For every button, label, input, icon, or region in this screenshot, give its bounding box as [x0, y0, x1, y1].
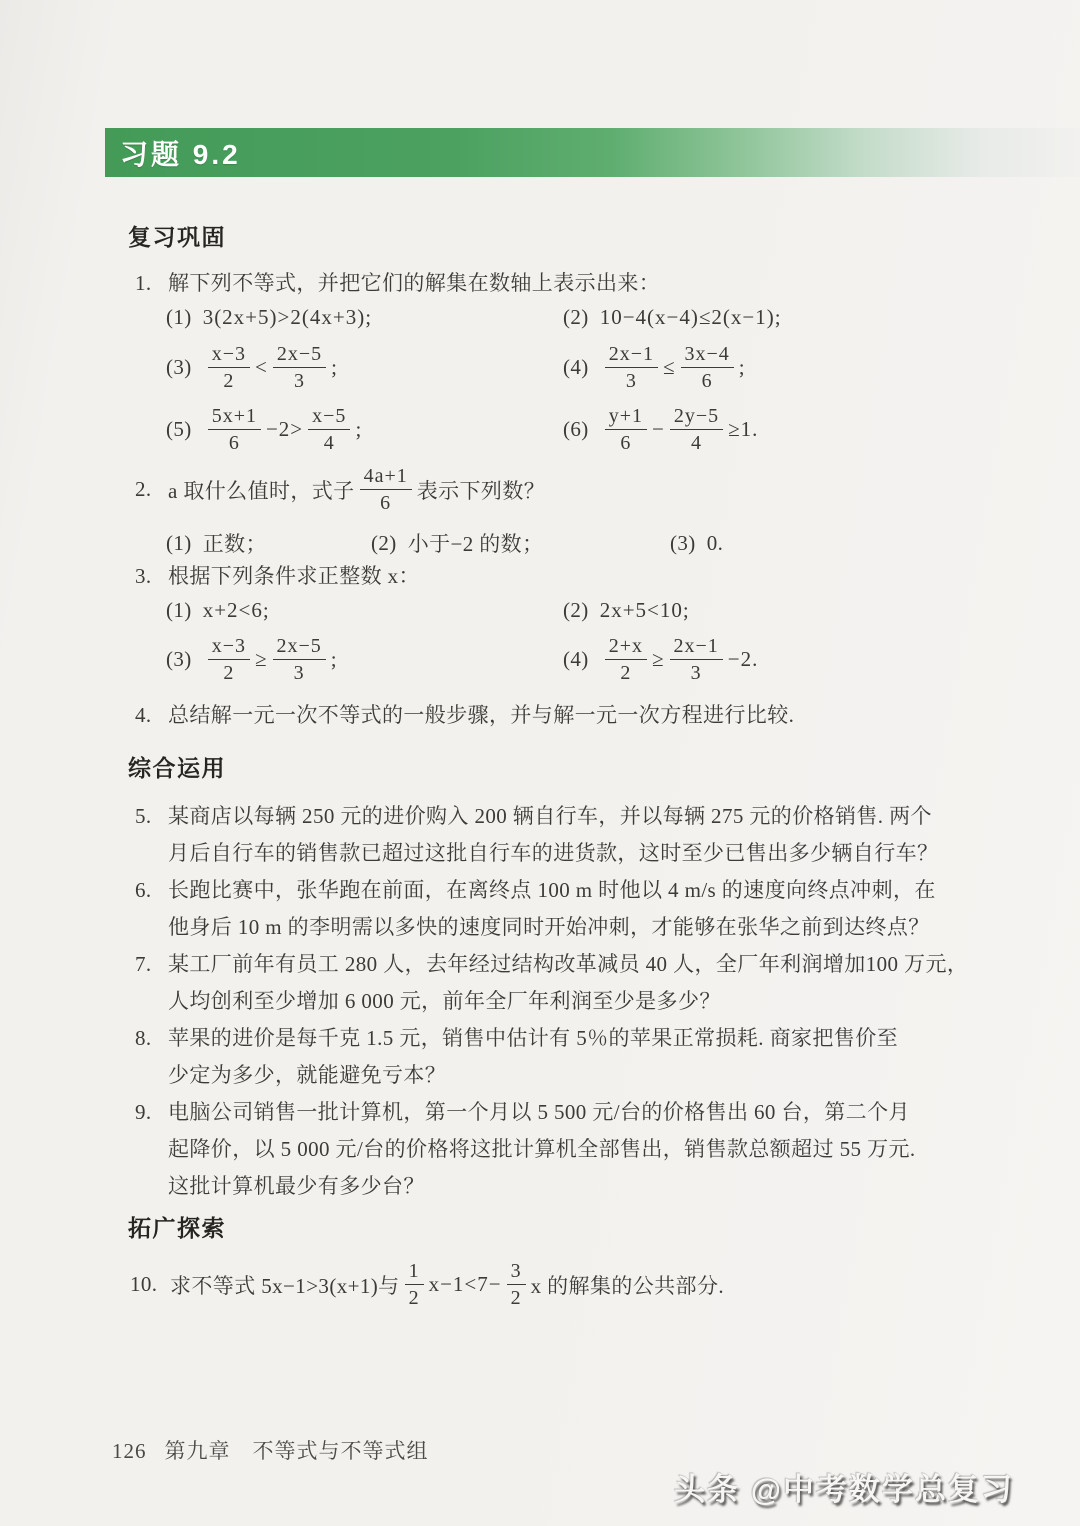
item-text: 0. — [706, 530, 724, 555]
problem-6-line-1: 长跑比赛中，张华跑在前面，在离终点 100 m 时他以 4 m/s 的速度向终点冲刺，在 — [168, 878, 936, 902]
problem-5-text — [168, 798, 938, 872]
item-label: (2) — [563, 598, 589, 622]
problem-7-text — [168, 946, 968, 1020]
fraction-denominator: 3 — [690, 662, 702, 684]
page-number: 126 — [112, 1439, 147, 1463]
fraction-numerator: 2x−1 — [605, 342, 658, 368]
item-tail: −2. — [727, 647, 759, 671]
relation-operator: < — [254, 355, 268, 379]
problem-3-item-1 — [166, 598, 563, 623]
fraction — [670, 404, 723, 455]
fraction-denominator: 2 — [408, 1287, 420, 1309]
problem-5 — [135, 798, 938, 872]
problem-1-stem — [135, 268, 660, 299]
problem-3-row-b — [166, 634, 758, 685]
item-tail: ; — [331, 355, 338, 379]
problem-6 — [135, 872, 936, 946]
problem-9-line-2: 起降价，以 5 000 元/台的价格将这批计算机全部售出，销售款总额超过 55 万元. — [168, 1137, 916, 1161]
item-expression: 2x+5<10; — [599, 598, 690, 622]
fraction-numerator: y+1 — [605, 404, 647, 430]
fraction-denominator: 3 — [625, 370, 637, 392]
problem-10-text-post: x 的解集的公共部分. — [530, 1273, 725, 1298]
exercise-title: 习题 9.2 — [120, 138, 241, 170]
fraction-numerator: 2y−5 — [670, 404, 723, 430]
watermark-text: 头条 @中考数学总复习 — [674, 1472, 1014, 1507]
problem-7 — [135, 946, 968, 1020]
item-label: (3) — [166, 355, 192, 379]
fraction-numerator: 3x−4 — [681, 342, 734, 368]
fraction — [605, 342, 658, 393]
problem-5-line-2: 月后自行车的销售款已超过这批自行车的进货款，这时至少已售出多少辆自行车？ — [168, 841, 939, 865]
fraction — [208, 404, 261, 455]
fraction-numerator: 2x−1 — [670, 634, 723, 660]
relation-operator: ≥ — [651, 647, 665, 671]
fraction — [208, 634, 250, 685]
item-tail: ; — [330, 647, 338, 671]
fraction-denominator: 6 — [620, 432, 632, 454]
item-label: (3) — [670, 530, 696, 555]
problem-2-item-3 — [670, 531, 723, 556]
fraction — [681, 342, 734, 393]
item-expression: 10−4(x−4)≤2(x−1); — [599, 305, 782, 329]
problem-2-text-pre: a 取什么值时，式子 — [168, 478, 355, 503]
problem-2-number: 2. — [135, 477, 152, 501]
fraction — [273, 342, 326, 393]
problem-9-number: 9. — [135, 1100, 152, 1124]
problem-7-line-1: 某工厂前年有员工 280 人，去年经过结构改革减员 40 人，全厂年利润增加100 万元， — [168, 952, 969, 976]
problem-9-text — [168, 1094, 916, 1205]
problem-3-text: 根据下列条件求正整数 x： — [168, 564, 420, 588]
problem-2-text-post: 表示下列数？ — [416, 478, 546, 503]
fraction — [507, 1259, 526, 1310]
fraction-denominator: 6 — [228, 432, 240, 454]
fraction-numerator: 2x−5 — [273, 342, 326, 368]
fraction — [605, 404, 647, 455]
problem-5-number: 5. — [135, 804, 152, 828]
fraction-numerator: 4a+1 — [360, 464, 412, 490]
item-text: 正数； — [202, 532, 267, 556]
problem-7-line-2: 人均创利至少增加 6 000 元，前年全厂年利润至少是多少？ — [168, 989, 721, 1013]
fraction-numerator: 2+x — [605, 634, 647, 660]
problem-1-number: 1. — [135, 271, 152, 295]
fraction-denominator: 3 — [293, 662, 305, 684]
item-tail: ≥1. — [728, 417, 759, 441]
problem-1-item-4 — [563, 342, 746, 393]
fraction-denominator: 4 — [690, 432, 702, 454]
item-label: (2) — [563, 305, 589, 329]
problem-9-line-1: 电脑公司销售一批计算机，第一个月以 5 500 元/台的价格售出 60 台，第二个月 — [168, 1100, 910, 1124]
problem-9-line-3: 这批计算机最少有多少台？ — [168, 1174, 425, 1198]
exercise-banner — [105, 128, 1080, 177]
problem-6-line-2: 他身后 10 m 的李明需以多快的速度同时开始冲刺，才能够在张华之前到达终点？ — [168, 915, 930, 939]
problem-5-line-1: 某商店以每辆 250 元的进价购入 200 辆自行车，并以每辆 275 元的价格销售. 两个 — [168, 804, 932, 828]
item-label: (6) — [563, 417, 589, 441]
problem-4-number: 4. — [135, 703, 152, 727]
chapter-title: 不等式与不等式组 — [252, 1439, 429, 1463]
problem-10-text-pre: 求不等式 5x−1>3(x+1)与 — [170, 1273, 400, 1298]
problem-1-item-5 — [166, 404, 563, 455]
problem-1-text: 解下列不等式，并把它们的解集在数轴上表示出来： — [168, 271, 661, 295]
problem-10-number: 10. — [130, 1272, 158, 1296]
problem-2-stem — [135, 464, 545, 515]
item-expression: 3(2x+5)>2(4x+3); — [202, 305, 373, 329]
relation-operator: − — [651, 417, 665, 441]
item-label: (1) — [166, 305, 192, 329]
fraction-denominator: 6 — [380, 492, 392, 514]
item-label: (3) — [166, 647, 192, 671]
problem-1-row-c — [166, 404, 758, 455]
fraction-denominator: 4 — [323, 432, 335, 454]
fraction — [670, 634, 723, 685]
fraction — [308, 404, 350, 455]
problem-2-item-2 — [371, 528, 670, 558]
fraction-denominator: 6 — [701, 370, 713, 392]
problem-1-row-a — [166, 305, 782, 330]
section-heading-review: 复习巩固 — [128, 224, 226, 250]
problem-3-stem — [135, 561, 420, 592]
fraction-numerator: x−3 — [208, 342, 250, 368]
fraction — [208, 342, 250, 393]
item-label: (1) — [166, 530, 192, 555]
problem-8-text — [168, 1020, 898, 1094]
fraction — [273, 634, 326, 685]
problem-1-item-2 — [563, 305, 782, 330]
fraction-numerator: x−3 — [208, 634, 250, 660]
item-label: (2) — [371, 530, 397, 555]
section-heading-comprehensive: 综合运用 — [128, 755, 226, 781]
fraction-denominator: 2 — [223, 662, 235, 684]
problem-8-line-1: 苹果的进价是每千克 1.5 元，销售中估计有 5％的苹果正常损耗. 商家把售价至 — [168, 1026, 898, 1050]
problem-6-number: 6. — [135, 878, 152, 902]
fraction — [405, 1259, 424, 1310]
problem-4-text: 总结解一元一次不等式的一般步骤，并与解一元一次方程进行比较. — [168, 703, 795, 727]
item-tail: ; — [738, 355, 746, 379]
fraction-denominator: 3 — [293, 370, 305, 392]
item-tail: ; — [355, 417, 363, 441]
problem-2-items — [166, 528, 723, 558]
item-text: 小于−2 的数； — [407, 532, 544, 556]
problem-1-item-1 — [166, 305, 563, 330]
fraction-denominator: 2 — [223, 370, 235, 392]
fraction — [360, 464, 412, 515]
relation-operator: ≤ — [662, 355, 676, 379]
relation-operator: −2> — [265, 417, 304, 441]
fraction — [605, 634, 647, 685]
problem-10-text-mid: x−1<7− — [428, 1272, 502, 1296]
item-label: (4) — [563, 647, 589, 671]
fraction-numerator: 3 — [507, 1259, 526, 1285]
problem-8-number: 8. — [135, 1026, 152, 1050]
problem-3-item-4 — [563, 634, 758, 685]
problem-8 — [135, 1020, 898, 1094]
problem-3-item-3 — [166, 634, 563, 685]
section-heading-explore: 拓广探索 — [128, 1215, 226, 1241]
problem-3-item-2 — [563, 598, 690, 623]
chapter-number: 第九章 — [164, 1439, 231, 1463]
problem-1-item-3 — [166, 342, 563, 393]
item-label: (1) — [166, 598, 192, 622]
fraction-numerator: x−5 — [308, 404, 350, 430]
problem-8-line-2: 少定为多少，就能避免亏本？ — [168, 1063, 447, 1087]
page-footer — [112, 1435, 429, 1465]
item-label: (5) — [166, 417, 192, 441]
problem-9 — [135, 1094, 916, 1205]
item-expression: x+2<6; — [202, 598, 270, 622]
fraction-numerator: 5x+1 — [208, 404, 261, 430]
problem-6-text — [168, 872, 936, 946]
problem-2-item-1 — [166, 528, 371, 558]
problem-3-row-a — [166, 598, 690, 623]
problem-1-row-b — [166, 342, 746, 393]
fraction-denominator: 2 — [620, 662, 632, 684]
problem-10 — [130, 1259, 724, 1310]
problem-7-number: 7. — [135, 952, 152, 976]
relation-operator: ≥ — [254, 647, 268, 671]
fraction-numerator: 1 — [405, 1259, 424, 1285]
problem-1-item-6 — [563, 404, 758, 455]
fraction-denominator: 2 — [510, 1287, 522, 1309]
fraction-numerator: 2x−5 — [273, 634, 326, 660]
problem-3-number: 3. — [135, 564, 152, 588]
item-label: (4) — [563, 355, 589, 379]
problem-4 — [135, 700, 794, 731]
